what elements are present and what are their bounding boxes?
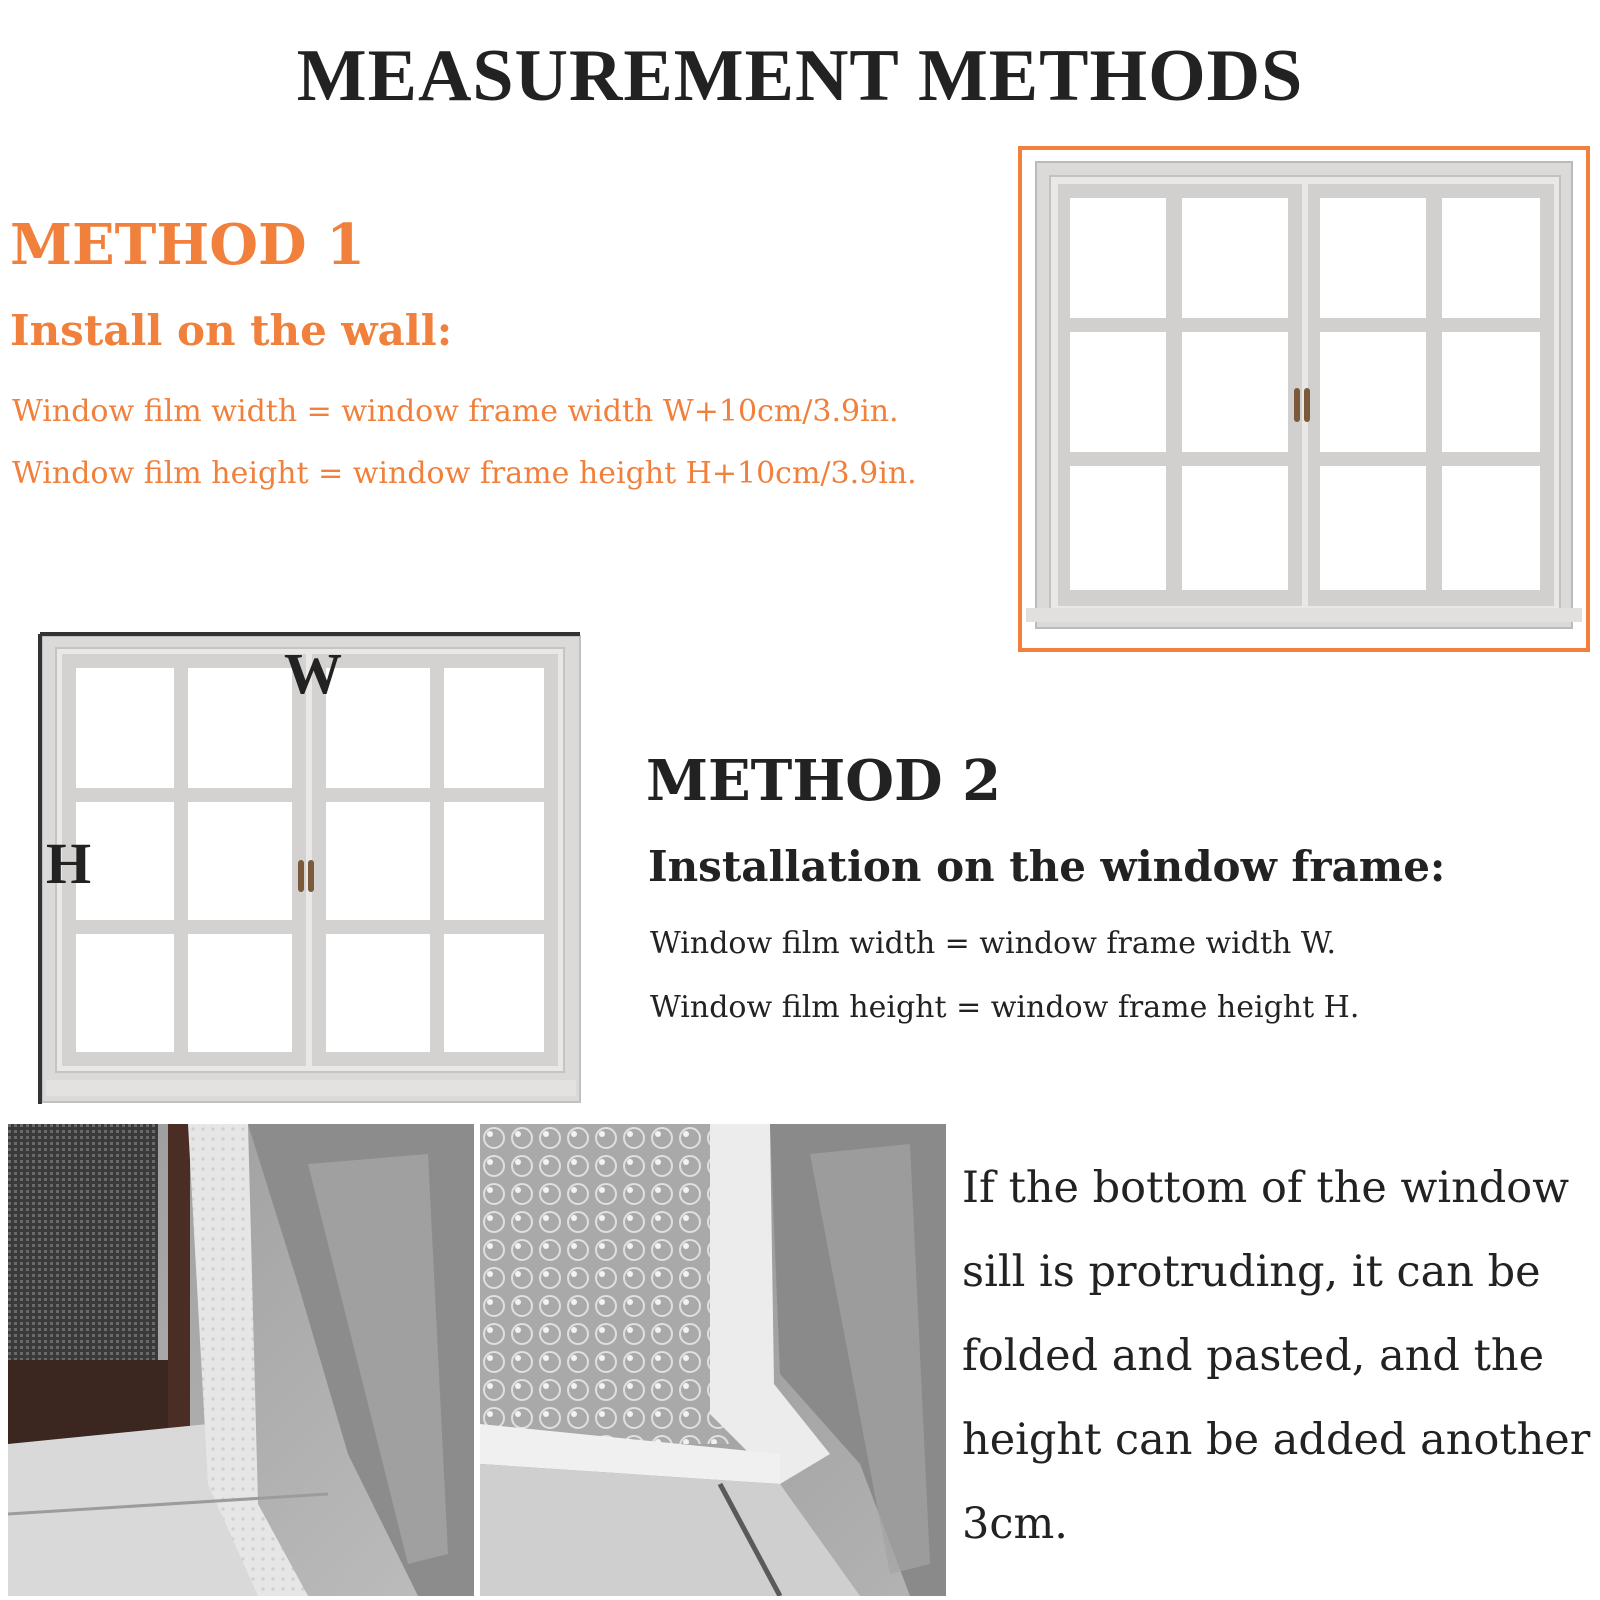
page-title: MEASUREMENT METHODS bbox=[296, 35, 1304, 117]
sill-photo-screen bbox=[8, 1124, 474, 1596]
method2-subheading: Installation on the window frame: bbox=[648, 842, 1446, 891]
height-label: H bbox=[46, 831, 92, 896]
method1-height-rule: Window film height = window frame height H+10cm/3.9in. bbox=[12, 456, 917, 491]
sill-photo-bubble-film bbox=[480, 1124, 946, 1596]
method2-heading: METHOD 2 bbox=[646, 748, 1002, 814]
width-label: W bbox=[284, 641, 342, 706]
method2-width-rule: Window film width = window frame width W. bbox=[650, 926, 1337, 961]
wall-window-illustration bbox=[1018, 146, 1590, 652]
method1-width-rule: Window film width = window frame width W+10cm/3.9in. bbox=[12, 394, 899, 429]
method2-height-rule: Window film height = window frame height H. bbox=[650, 990, 1360, 1025]
method1-subheading: Install on the wall: bbox=[10, 306, 453, 355]
method1-heading: METHOD 1 bbox=[10, 212, 366, 278]
sill-note: If the bottom of the window sill is protruding, it can be folded and pasted, and the height can be added another 3cm. bbox=[962, 1163, 1591, 1549]
